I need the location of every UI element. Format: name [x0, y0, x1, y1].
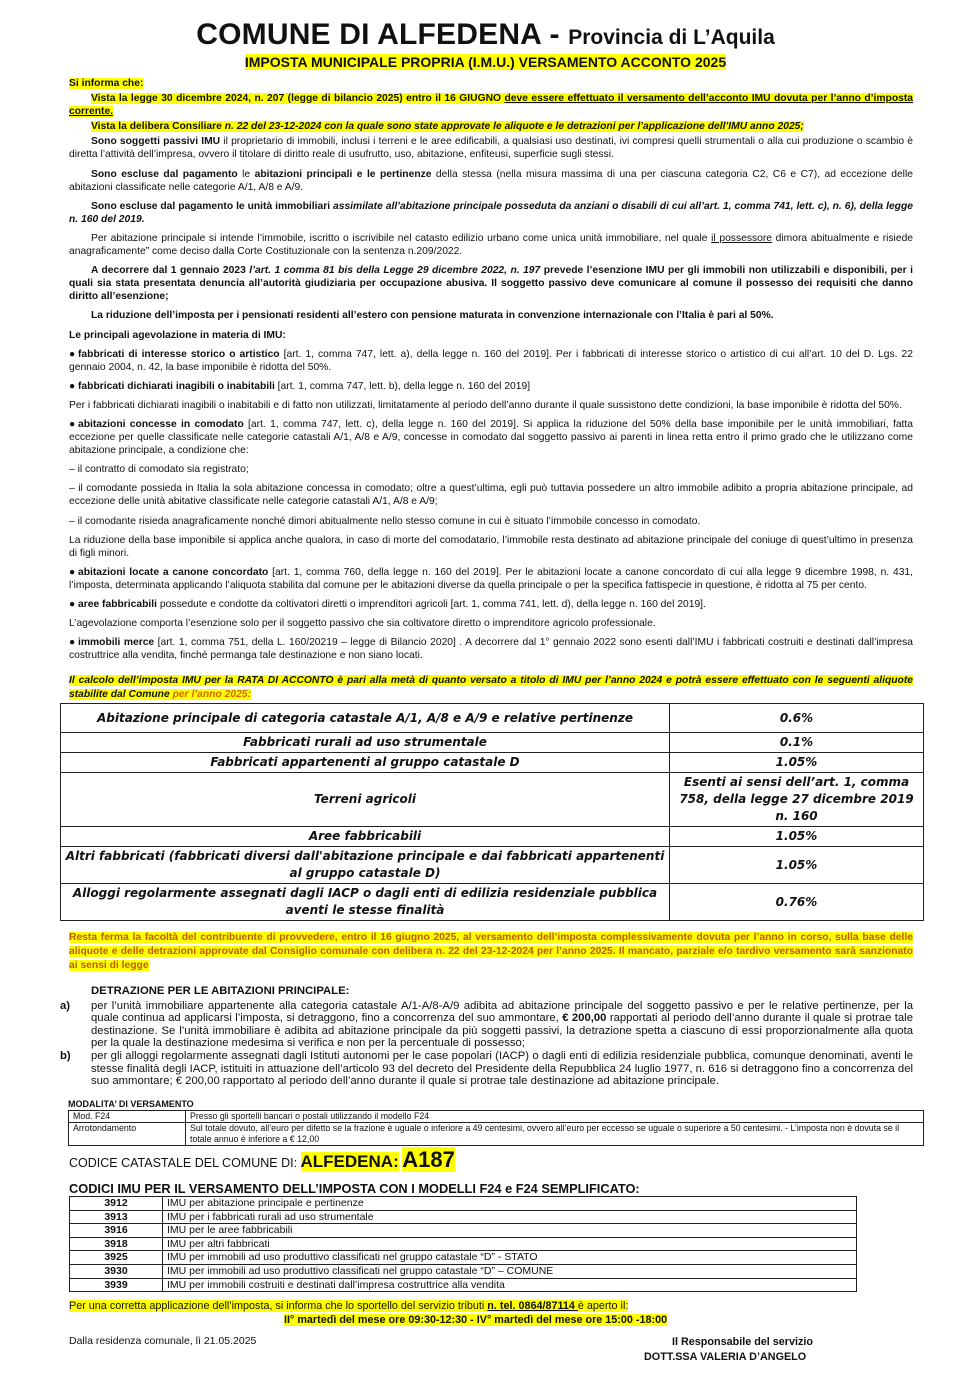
- agevolazione-aree: ● aree fabbricabili possedute e condotte da coltivatori diretti o imprenditori agricoli [art. 1, comma 741, lett. d), della legge n. 160 del 2019].: [69, 599, 706, 610]
- orari-sportello: II° martedì del mese ore 09:30-12:30 - IV° martedì del mese ore 15:00 -18:00: [284, 1314, 668, 1326]
- delibera-paragraph: Vista la delibera Consiliare n. 22 del 23-12-2024 con la quale sono state approvate le aliquote e le detrazioni per l’applicazione dell’IMU anno 2025;: [91, 121, 804, 133]
- detrazione-heading: DETRAZIONE PER LE ABITAZIONI PRINCIPALE:: [91, 985, 350, 997]
- codice-row: 3930 IMU per immobili ad uso produttivo classificati nel gruppo catastale “D” – COMUNE: [70, 1264, 857, 1278]
- bullet-icon: ●: [69, 566, 76, 578]
- calcolo-acconto: Il calcolo dell’imposta IMU per la RATA DI ACCONTO è pari alla metà di quanto versato a titolo di IMU per l’anno 2024 e potrà essere effettuato con le seguenti aliquote stabilite dal Comune per l’anno 2025:: [69, 675, 913, 700]
- decorrere-paragraph: A decorrere dal 1 gennaio 2023 l’art. 1 comma 81 bis della Legge 29 dicembre 2022, n. 197 prevede l’esenzione IMU per gli immobili non utilizzabili e disponibili, per i quali sia stata presentata denuncia all’autorità giudiziaria per occupazione abusiva. Il soggetto passivo deve comunicare al comune il possesso dei requisiti che danno diritto all’esenzione;: [69, 265, 913, 303]
- agevolazione-canone: ● abitazioni locate a canone concordato [art. 1, comma 760, della legge n. 160 del 2019]. Per le abitazioni locate a canone concordato di cui alla legge 9 dicembre 1998, n. 431, l’imposta, determinata applicando l’aliquota stabilita dal comune per le abitazioni diverse da quella principale o per la specifica fattispecie in questione, è ridotta al 75 per cento.: [69, 566, 914, 591]
- codici-imu-heading: CODICI IMU PER IL VERSAMENTO DELL’IMPOSTA CON I MODELLI F24 e F24 SEMPLIFICATO:: [69, 1181, 640, 1196]
- aliquote-row: Altri fabbricati (fabbricati diversi dall'abitazione principale e dai fabbricati appartenenti al gruppo catastale D) 1.05%: [61, 847, 924, 884]
- aliquote-row: Terreni agricoli Esenti ai sensi dell’art. 1, comma 758, della legge 27 dicembre 2019 n. 160: [61, 773, 924, 827]
- comodato-condition-2: – il comodante possieda in Italia la sola abitazione concessa in comodato; oltre a quest’ultima, egli può tuttavia possedere un altro immobile adibito a propria abitazione principale, ad eccezione delle unità abitative classificate nelle categorie catastali A/1, A/8 e A/9;: [69, 483, 913, 508]
- bullet-icon: ●: [69, 380, 76, 392]
- codice-catastale: CODICE CATASTALE DEL COMUNE DI: ALFEDENA: A187: [69, 1147, 455, 1172]
- footer-signature: Il Responsabile del servizio DOTT.SSA VALERIA D’ANGELO: [644, 1336, 814, 1363]
- document-title: COMUNE DI ALFEDENA -: [196, 18, 569, 51]
- agevolazione-storico: ● fabbricati di interesse storico o artistico [art. 1, comma 747, lett. a), della legge n. 160 del 2019]. Per i fabbricati di interesse storico o artistico di cui all’art. 10 del D. Lgs. 22 gennaio 2004, n. 42, la base imponibile è ridotta del 50%.: [69, 348, 913, 373]
- legge-bilancio-paragraph: Vista la legge 30 dicembre 2024, n. 207 (legge di bilancio 2025) entro il 16 GIUGNO deve essere effettuato il versamento dell’acconto IMU dovuta per l’anno d’imposta corrente.: [69, 93, 913, 118]
- codici-imu-table: [69, 1196, 857, 1292]
- sportello-line: Per una corretta applicazione dell’imposta, si informa che lo sportello del servizio tributi n. tel. 0864/87114 è aperto il:: [69, 1300, 629, 1312]
- aliquote-row: Fabbricati rurali ad uso strumentale 0.1%: [61, 733, 924, 753]
- detrazione-section: [60, 985, 913, 1088]
- codice-row: 3912 IMU per abitazione principale e pertinenze: [70, 1197, 857, 1211]
- comune-name: ALFEDENA: [300, 1152, 394, 1171]
- aliquote-row: Alloggi regolarmente assegnati dagli IACP o dagli enti di edilizia residenziale pubblica aventi le stesse finalità 0.76%: [61, 884, 924, 921]
- bullet-icon: ●: [69, 637, 76, 649]
- intro-section: [69, 77, 913, 668]
- aliquote-row: Fabbricati appartenenti al gruppo catastale D 1.05%: [61, 753, 924, 773]
- codice-catastale-value: A187: [402, 1147, 455, 1172]
- modalita-versamento: [68, 1099, 924, 1146]
- province-label: Provincia di L’Aquila: [568, 26, 775, 49]
- codice-row: 3925 IMU per immobili ad uso produttivo classificati nel gruppo catastale “D” - STATO: [70, 1251, 857, 1265]
- codice-row: 3916 IMU per le aree fabbricabili: [70, 1224, 857, 1238]
- modalita-table: [68, 1110, 924, 1146]
- escluse-assimilate-paragraph: Sono escluse dal pagamento le unità immobiliari assimilate all’abitazione principale posseduta da anziani o disabili di cui all’art. 1, comma 741, lett. c), n. 6), della legge n. 160 del 2019.: [69, 200, 913, 225]
- footer-date: Dalla residenza comunale, lì 21.05.2025: [69, 1335, 257, 1347]
- modalita-heading: MODALITA’ DI VERSAMENTO: [68, 1099, 194, 1109]
- abitazione-principale-paragraph: Per abitazione principale si intende l’immobile, iscritto o iscrivibile nel catasto edilizio urbano come unica unità immobiliare, nel quale il possessore dimora abitualmente e risiede anagraficamente” come deciso dalla Corte Costituzionale con la sentenza n.209/2022.: [69, 232, 914, 258]
- comodato-condition-1: – il contratto di comodato sia registrato;: [69, 464, 249, 476]
- detrazione-item-b: b) per gli alloggi regolarmente assegnati dagli Istituti autonomi per le case popolari (IACP) o dagli enti di edilizia residenziale pubblica, comunque denominati, aventi le stesse finalità degli IACP, istituiti in attuazione dell’articolo 93 del decreto del Presidente della Repubblica 24 luglio 1977, n. 616 si detraggono fino a concorrenza del suo ammontare; € 200,00 rapportato al periodo dell’anno durante il quale si protrae tale destinazione ad abitazione principale.: [60, 1049, 913, 1088]
- telefono: n. tel. 0864/87114: [487, 1300, 578, 1312]
- agevolazione-merce: ● immobili merce [art. 1, comma 751, della L. 160/20219 – legge di Bilancio 2020] . A decorrere dal 1° gennaio 2022 sono esenti dall’IMU i fabbricati costruiti e destinati dall’impresa costruttrice alla vendita, finché permanga tale destinazione e non siano locati.: [69, 637, 913, 662]
- agevolazione-inagibili: ● fabbricati dichiarati inagibili o inabitabili [art. 1, comma 747, lett. b), della legge n. 160 del 2019]: [69, 380, 531, 392]
- codice-row: 3918 IMU per altri fabbricati: [70, 1237, 857, 1251]
- principali-agevolazioni: Le principali agevolazione in materia di IMU:: [69, 329, 286, 341]
- aliquote-row: Abitazione principale di categoria catastale A/1, A/8 e A/9 e relative pertinenze 0.6%: [61, 704, 924, 733]
- bullet-icon: ●: [69, 418, 76, 430]
- riduzione-paragraph: La riduzione dell’imposta per i pensionati residenti all’estero con pensione maturata in convenzione internazionale con l’Italia è pari al 50%.: [91, 310, 774, 322]
- si-informa: Si informa che:: [69, 78, 144, 89]
- agevolazione-inagibili-text: Per i fabbricati dichiarati inagibili o inabitabili e di fatto non utilizzati, limitatamente al periodo dell’anno durante il quale sussistono dette condizioni, la base imponibile è ridotta del 50%.: [69, 399, 902, 411]
- comodato-condition-3: – il comodante risieda anagraficamente nonché dimori abitualmente nello stesso comune in cui è situato l’immobile concesso in comodato.: [69, 515, 701, 527]
- resta-ferma-notice: Resta ferma la facoltà del contribuente di provvedere, entro il 16 giugno 2025, al versamento dell’imposta complessivamente dovuta per l’anno in corso, sulla base delle aliquote e delle detrazioni approvate dal Consiglio comunale con delibera n. 22 del 23-12-2024 per l’anno 2025. Il mancato, parziale e/o tardivo versamento sarà sanzionato ai sensi di legge: [69, 932, 913, 971]
- sportello-info: [69, 1299, 913, 1327]
- bullet-icon: ●: [69, 348, 76, 360]
- agevolazione-comodato: ● abitazioni concesse in comodato [art. 1, comma 747, lett. c), della legge n. 160 del 2019]. Si applica la riduzione del 50% della base imponibile per le unità immobiliari, fatta eccezione per quelle classificate nelle categorie catastali A/1, A/8 e A/9, concesse in comodato dal soggetto passivo ai parenti in linea retta entro il primo grado che le utilizzano come abitazione principale, a condizione che:: [69, 418, 913, 457]
- escluse-paragraph: Sono escluse dal pagamento le abitazioni principali e le pertinenze della stessa (nella misura massima di una per ciascuna categoria C2, C6 e C7), ad eccezione delle abitazioni classificate nelle categorie A/1, A/8 e A/9.: [69, 168, 913, 193]
- codice-row: 3913 IMU per i fabbricati rurali ad uso strumentale: [70, 1210, 857, 1224]
- agevolazione-aree-text: L’agevolazione comporta l’esenzione solo per il soggetto passivo che sia coltivatore diretto o imprenditore agricolo professionale.: [69, 618, 656, 630]
- bullet-icon: ●: [69, 599, 76, 610]
- document-header: [0, 18, 971, 70]
- codice-row: 3939 IMU per immobili costruiti e destinati dall’impresa costruttrice alla vendita: [70, 1278, 857, 1292]
- modalita-row: Arrotondamento Sul totale dovuto, all’euro per difetto se la frazione è uguale o inferiore a 49 centesimi, ovvero all’euro per eccesso se uguale o superiore a 50 centesimi. - L’imposta non è dovuta se il totale annuo è inferiore a € 12,00: [69, 1123, 924, 1146]
- detrazione-item-a: a) per l’unità immobiliare appartenente alla categoria catastale A/1-A/8-A/9 adibita ad abitazione principale del soggetto passivo e per le relative pertinenze, per la quale continua ad applicarsi l’imposta, si detraggono, fino a concorrenza del suo ammontare, € 200,00 rapportati al periodo dell’anno durante il quale si protrae tale destinazione. Se l’unità immobiliare è adibita ad abitazione principale da più soggetti passivi, la detrazione spetta a ciascuno di essi proporzionalmente alla quota per la quale la destinazione medesima si verifica e non per la percentuale di possesso;: [60, 999, 913, 1050]
- soggetti-passivi-paragraph: Sono soggetti passivi IMU il proprietario di immobili, inclusi i terreni e le aree edificabili, a qualsiasi uso destinati, ivi compresi quelli strumentali o alla cui produzione o scambio è diretta l’attività dell’impresa, ovvero il titolare di diritto reale di usufrutto, uso, abitazione, enfiteusi, superficie sugli stessi.: [69, 136, 913, 161]
- document-subtitle: IMPOSTA MUNICIPALE PROPRIA (I.M.U.) VERSAMENTO ACCONTO 2025: [244, 54, 727, 70]
- aliquote-table: [60, 703, 924, 921]
- aliquote-row: Aree fabbricabili 1.05%: [61, 827, 924, 847]
- title-line: [0, 18, 971, 52]
- modalita-row: Mod. F24 Presso gli sportelli bancari o postali utilizzando il modello F24: [69, 1111, 924, 1123]
- comodato-riduzione: La riduzione della base imponibile si applica anche qualora, in caso di morte del comodatario, l’immobile resta destinato ad abitazione principale del coniuge di quest’ultimo in presenza di figli minori.: [69, 534, 913, 559]
